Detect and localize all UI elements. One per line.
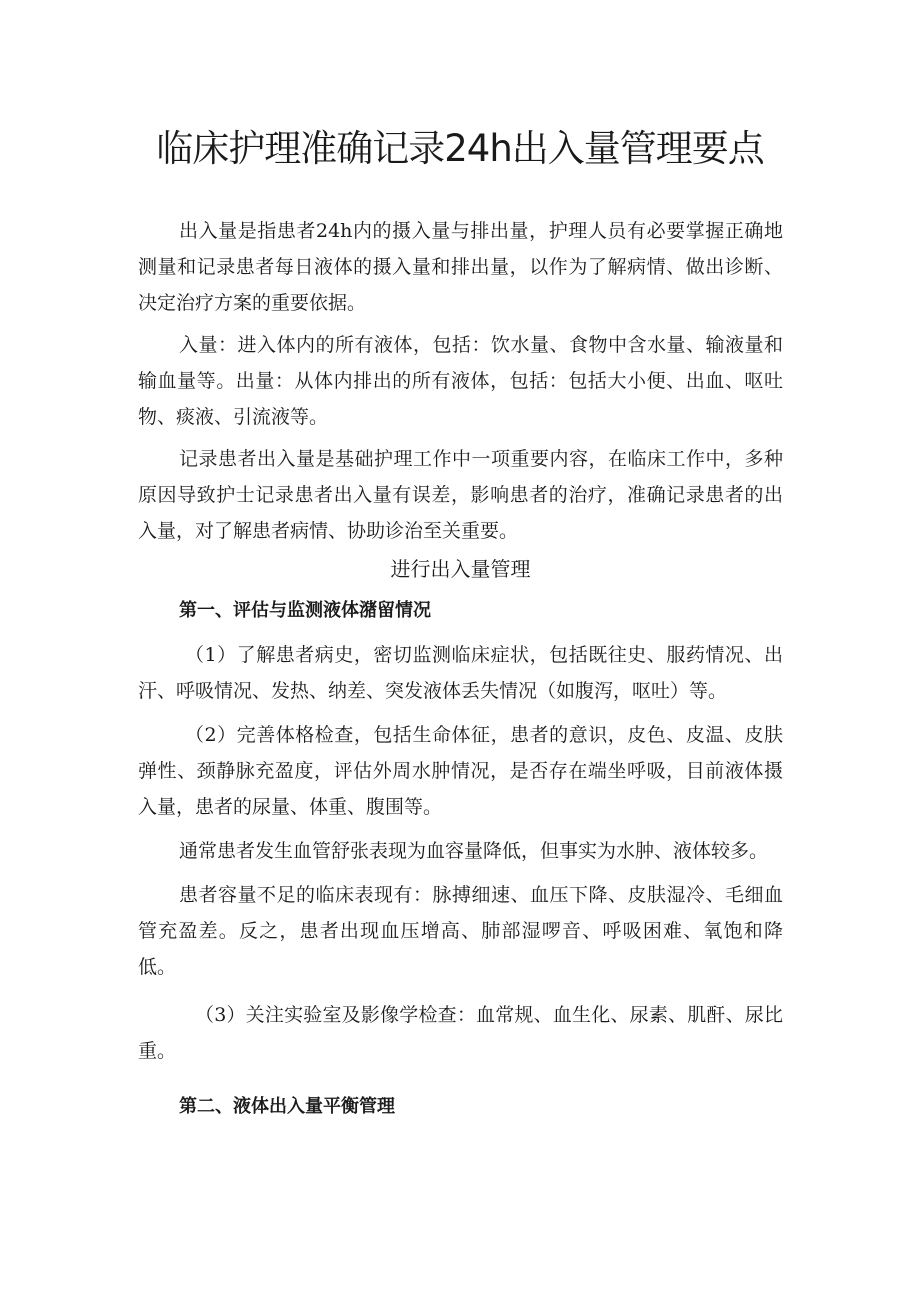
intake-output-definition-paragraph: 入量：进入体内的所有液体，包括：饮水量、食物中含水量、输液量和输血量等。出量：从体内排出的所有液体，包括：包括大小便、出血、呕吐物、痰液、引流液等。 [138, 334, 783, 428]
section-1-item-1: （1）了解患者病史，密切监测临床症状，包括既往史、服药情况、出汗、呼吸情况、发热、纳差、突发液体丢失情况（如腹泻，呕吐）等。 [138, 644, 783, 702]
section-1-note-2: 患者容量不足的临床表现有：脉搏细速、血压下降、皮肤湿冷、毛细血管充盈差。反之，患者出现血压增高、肺部湿啰音、呼吸困难、氧饱和降低。 [138, 884, 783, 978]
section-2-heading: 第二、液体出入量平衡管理 [179, 1096, 395, 1117]
intro-paragraph: 出入量是指患者24h内的摄入量与排出量，护理人员有必要掌握正确地测量和记录患者每日液体的摄入量和排出量，以作为了解病情、做出诊断、决定治疗方案的重要依据。 [138, 220, 783, 314]
section-1-item-2: （2）完善体格检查，包括生命体征，患者的意识，皮色、皮温、皮肤弹性、颈静脉充盈度，评估外周水肿情况，是否存在端坐呼吸，目前液体摄入量，患者的尿量、体重、腹围等。 [138, 724, 783, 818]
section-subtitle: 进行出入量管理 [390, 557, 531, 581]
section-1-heading: 第一、评估与监测液体潴留情况 [179, 600, 431, 621]
section-1-note-1: 通常患者发生血管舒张表现为血容量降低，但事实为水肿、液体较多。 [179, 840, 769, 862]
document-title: 临床护理准确记录24h出入量管理要点 [156, 127, 764, 170]
document-body [138, 213, 783, 1133]
section-1-item-3: （3）关注实验室及影像学检查：血常规、血生化、尿素、肌酐、尿比重。 [138, 1004, 783, 1062]
importance-paragraph: 记录患者出入量是基础护理工作中一项重要内容，在临床工作中，多种原因导致护士记录患者出入量有误差，影响患者的治疗，准确记录患者的出入量，对了解患者病情、协助诊治至关重要。 [138, 448, 783, 542]
